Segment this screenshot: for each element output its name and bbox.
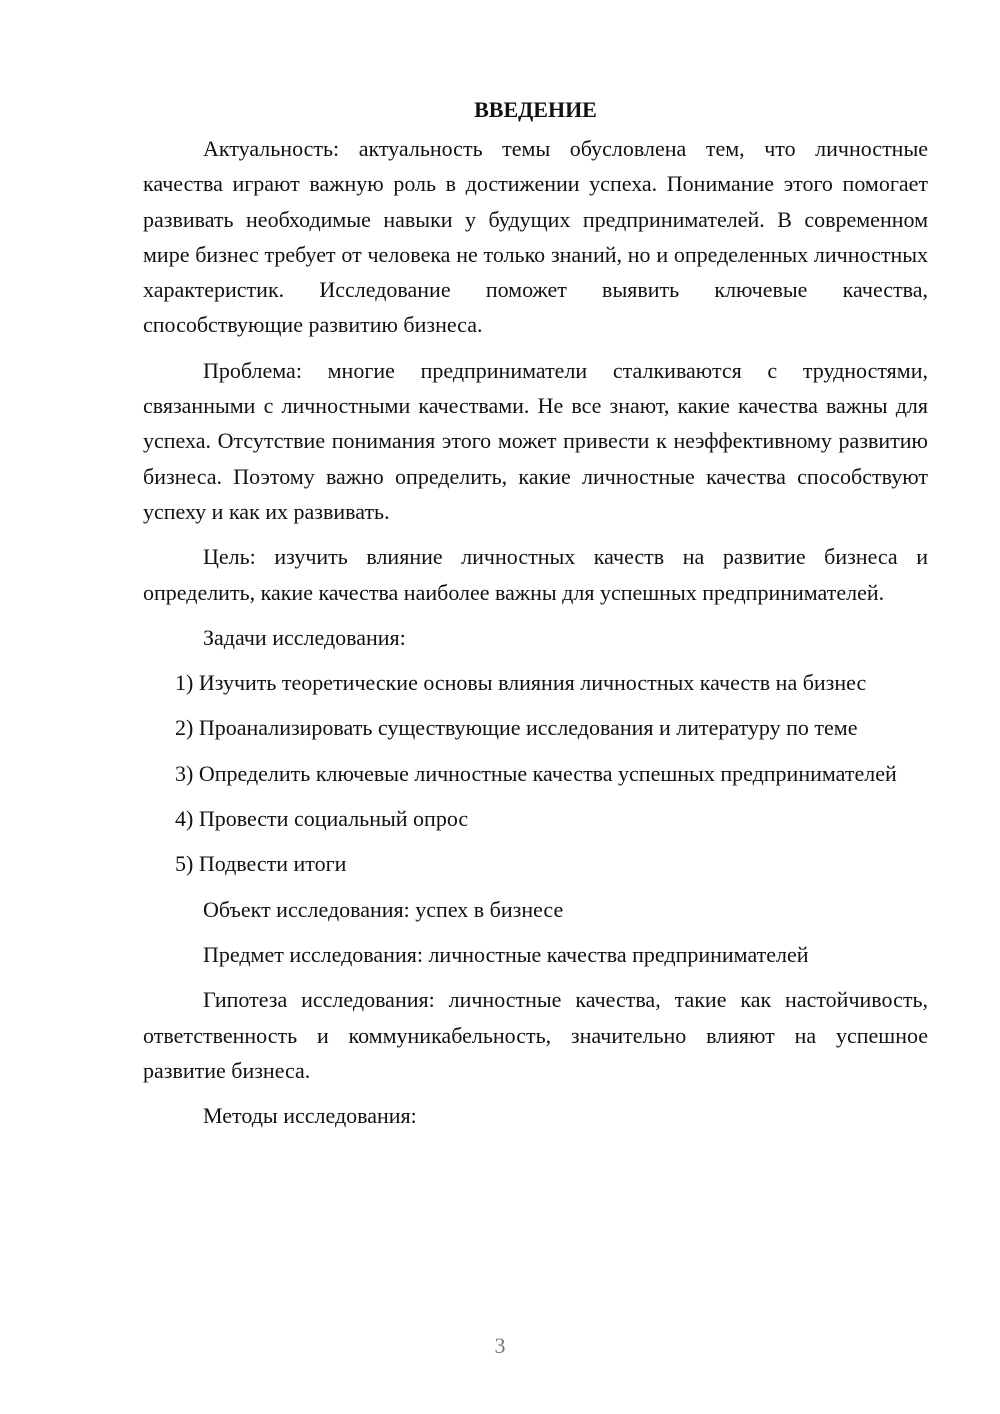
problem-paragraph: Проблема: многие предприниматели сталкиваются с трудностями, связанными с личностными качествами. Не все знают, какие качества важны для успеха. Отсутствие понимания этого может привести к неэффективному развитию бизнеса. Поэтому важно определить, какие личностные качества способствуют успеху и как их развивать.	[143, 357, 928, 524]
document-page	[143, 92, 928, 1143]
object-paragraph: Объект исследования: успех в бизнесе	[203, 896, 564, 922]
goal-paragraph: Цель: изучить влияние личностных качеств на развитие бизнеса и определить, какие качества наиболее важны для успешных предпринимателей.	[143, 544, 928, 605]
task-item-5: 5) Подвести итоги	[175, 851, 347, 877]
task-item-2: 2) Проанализировать существующие исследования и литературу по теме	[175, 715, 858, 741]
task-item-3: 3) Определить ключевые личностные качества успешных предпринимателей	[175, 760, 897, 786]
subject-paragraph: Предмет исследования: личностные качества предпринимателей	[203, 941, 809, 967]
hypothesis-paragraph: Гипотеза исследования: личностные качества, такие как настойчивость, ответственность и коммуникабельность, значительно влияют на успешное развитие бизнеса.	[143, 987, 928, 1083]
methods-heading: Методы исследования:	[203, 1103, 417, 1129]
task-item-1: 1) Изучить теоретические основы влияния личностных качеств на бизнес	[175, 670, 867, 696]
task-item-4: 4) Провести социальный опрос	[175, 806, 469, 832]
page-title: ВВЕДЕНИЕ	[474, 97, 597, 122]
page-number: 3	[494, 1333, 506, 1358]
relevance-paragraph: Актуальность: актуальность темы обусловлена тем, что личностные качества играют важную роль в достижении успеха. Понимание этого помогает развивать необходимые навыки у будущих предпринимателей. В современном мире бизнес требует от человека не только знаний, но и определенных личностных характеристик. Исследование поможет выявить ключевые качества, способствующие развитию бизнеса.	[143, 136, 928, 338]
tasks-heading: Задачи исследования:	[203, 624, 406, 650]
